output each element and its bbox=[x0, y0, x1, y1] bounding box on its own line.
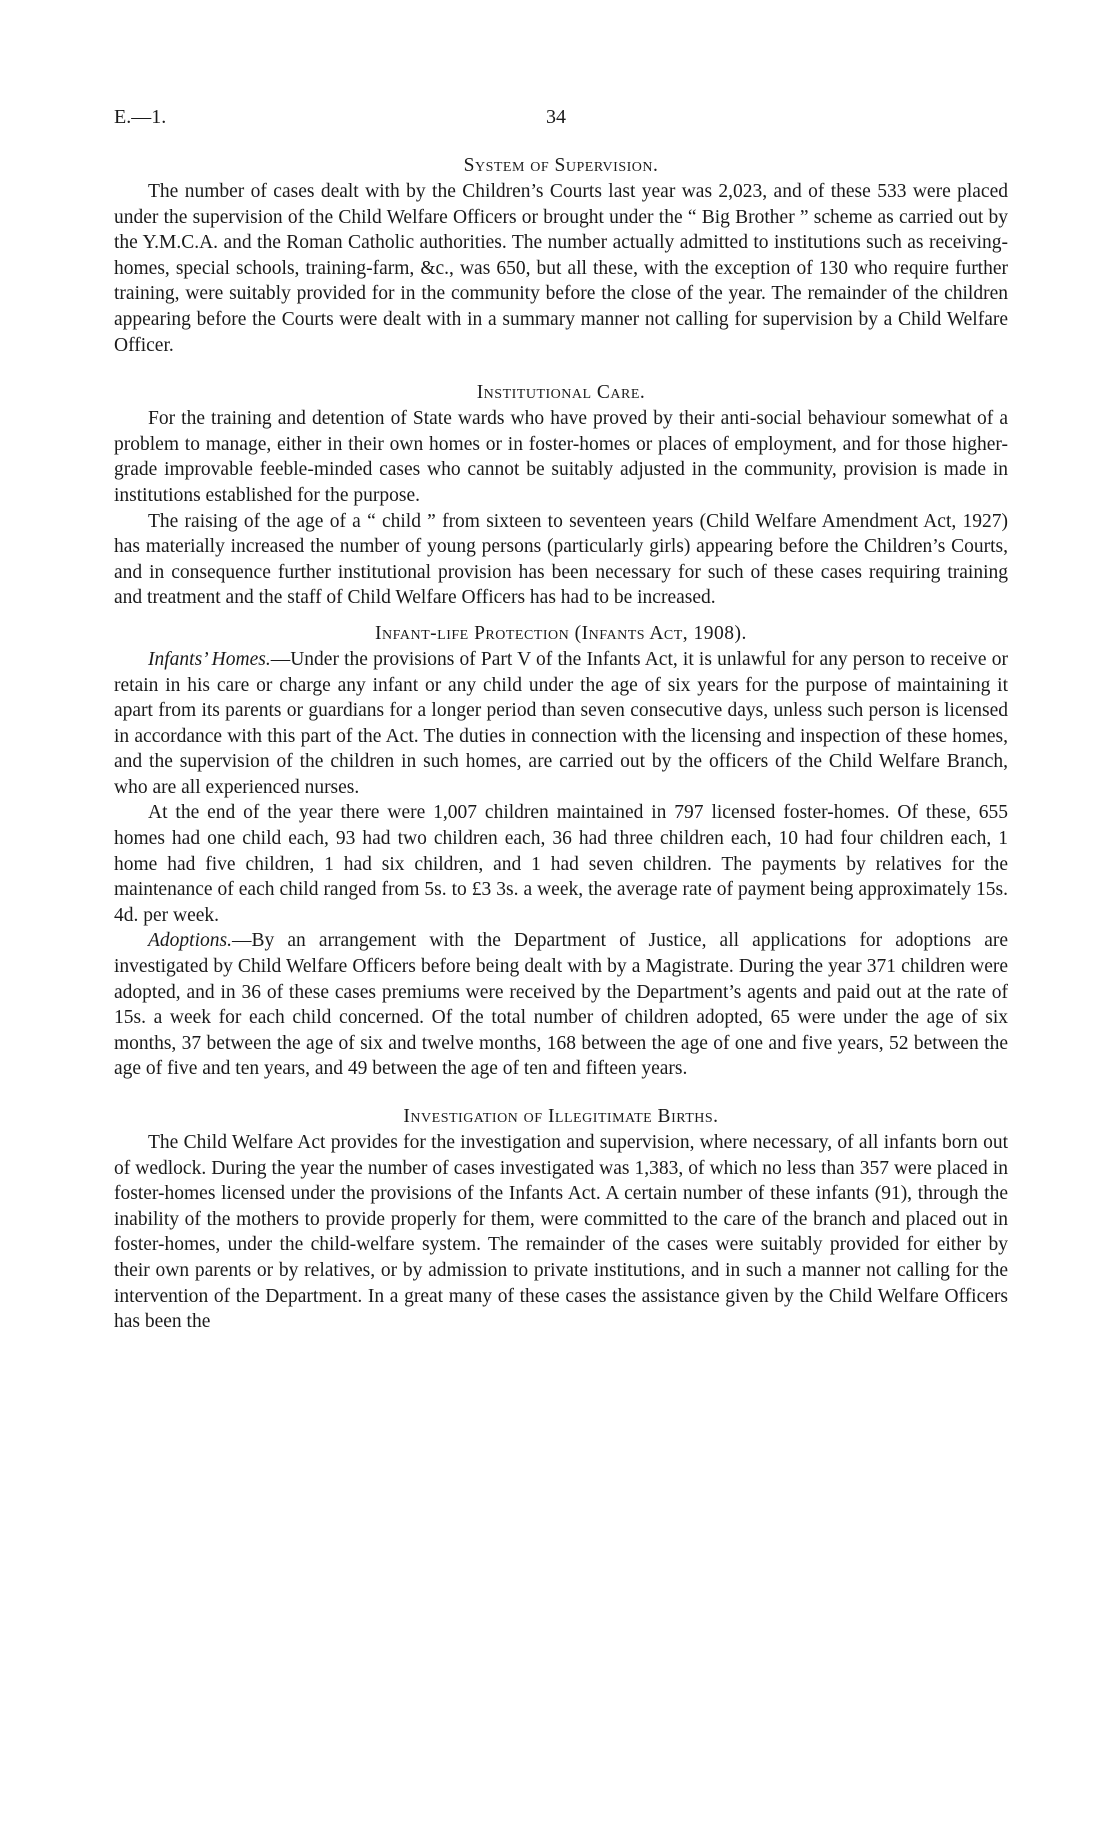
section-illegitimate-births bbox=[114, 1104, 1008, 1335]
paragraph: At the end of the year there were 1,007 children maintained in 797 licensed foster-homes. Of these, 655 homes had one child each, 93 had two children each, 36 had three children each, 10 had four children each, 1 home had five children, 1 had six children, and 1 had seven children. The payments by relatives for the maintenance of each child ranged from 5s. to £3 3s. a week, the average rate of payment being approximately 15s. 4d. per week. bbox=[114, 802, 1008, 926]
paragraph-text: —Under the provisions of Part V of the Infants Act, it is unlawful for any person to receive or retain in his care or charge any infant or any child under the age of six years for the purpose of maintaining it apart from its parents or guardians for a longer period than seven consecutive days, unless such person is licensed in accordance with this part of the Act. The duties in connection with the licensing and inspection of these homes, and the supervision of the children in such homes, are carried out by the officers of the Child Welfare Branch, who are all experienced nurses. bbox=[114, 648, 1008, 798]
paragraph: The number of cases dealt with by the Children’s Courts last year was 2,023, and of these 533 were placed under the supervision of the Child Welfare Officers or brought under the “ Big Brother ” scheme as carried out by the Y.M.C.A. and the Roman Catholic authorities. The number actually admitted to institutions such as receiving-homes, special schools, training-farm, &c., was 650, but all these, with the exception of 130 who require further training, were suitably provided for in the community before the close of the year. The remainder of the children appearing before the Courts were dealt with in a summary manner not calling for supervision by a Child Welfare Officer. bbox=[114, 181, 1008, 356]
document-reference: E.—1. bbox=[114, 106, 167, 128]
paragraph-text: —By an arrangement with the Department of Justice, all applications for adoptions are investigated by Child Welfare Officers before being dealt with by a Magistrate. During the year 371 children were adopted, and in 36 of these cases premiums were received by the Department’s agents and paid out at the rate of 15s. a week for each child concerned. Of the total number of children adopted, 65 were under the age of six months, 37 between the age of six and twelve months, 168 between the age of one and five years, 52 between the age of five and ten years, and 49 between the age of ten and fifteen years. bbox=[114, 930, 1008, 1080]
section-infant-life-protection bbox=[114, 621, 1008, 1082]
section-heading: Investigation of Illegitimate Births. bbox=[403, 1106, 719, 1127]
section-system-of-supervision bbox=[114, 153, 1008, 358]
section-heading: Infant-life Protection (Infants Act, 1908). bbox=[375, 622, 747, 644]
section-heading: Institutional Care. bbox=[476, 382, 646, 404]
page-number: 34 bbox=[546, 106, 566, 128]
section-institutional-care bbox=[114, 380, 1008, 611]
paragraph-adoptions bbox=[114, 928, 1008, 1082]
paragraph-infants-homes bbox=[114, 647, 1008, 801]
document-page bbox=[114, 92, 1008, 1335]
paragraph-lead: Infants’ Homes. bbox=[148, 648, 271, 670]
section-heading: System of Supervision. bbox=[463, 155, 659, 176]
page-header bbox=[114, 92, 1008, 128]
paragraph-lead: Adoptions. bbox=[148, 930, 232, 952]
paragraph: The Child Welfare Act provides for the investigation and supervision, where necessary, of all infants born out of wedlock. During the year the number of cases investigated was 1,383, of which no less than 357 were placed in foster-homes licensed under the provisions of the Infants Act. A certain number of these infants (91), through the inability of the mothers to provide properly for them, were committed to the care of the branch and placed out in foster-homes, under the child-welfare system. The remainder of the cases were suitably provided for either by their own parents or by relatives, or by admission to private institutions, and in such a manner not calling for the intervention of the Department. In a great many of these cases the assistance given by the Child Welfare Officers has been the bbox=[114, 1132, 1008, 1333]
paragraph: For the training and detention of State wards who have proved by their anti-social behaviour somewhat of a problem to manage, either in their own homes or in foster-homes or places of employment, and for those higher-grade improvable feeble-minded cases who cannot be suitably adjusted in the community, provision is made in institutions established for the purpose. bbox=[114, 408, 1008, 506]
paragraph: The raising of the age of a “ child ” from sixteen to seventeen years (Child Welfare Amendment Act, 1927) has materially increased the number of young persons (particularly girls) appearing before the Children’s Courts, and in consequence further institutional provision has been necessary for such of these cases requiring training and treatment and the staff of Child Welfare Officers has had to be increased. bbox=[114, 510, 1008, 609]
